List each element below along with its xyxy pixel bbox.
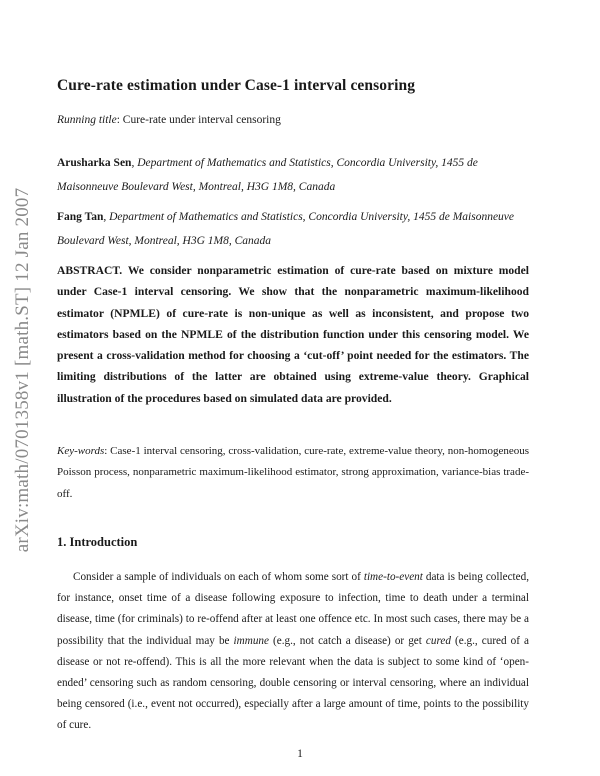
running-title <box>57 114 547 126</box>
intro-text: (e.g., not catch a disease) or get <box>268 634 426 647</box>
author-block <box>57 151 529 199</box>
keywords <box>57 441 529 505</box>
author-name: Fang Tan <box>57 211 104 223</box>
section-heading: 1. Introduction <box>57 535 138 549</box>
intro-emphasis: time-to-event <box>363 571 423 583</box>
intro-text: Consider a sample of individuals on each of whom some sort of <box>73 571 364 583</box>
abstract: ABSTRACT. We consider nonparametric estimation of cure-rate based on mixture model under Case-1 interval censoring. We show that the nonparametric maximum-likelihood estimator (NPMLE) of cure-rate is non-unique as well as inconsistent, and propose two estimators based on the NPMLE of the distribution function under this censoring model. We present a cross-validation method for choosing a ‘cut-off’ point needed for the estimators. The limiting distributions of the latter are obtained using extreme-value theory. Graphical illustration of the procedures based on simulated data are provided. <box>57 264 529 405</box>
intro-text: (e.g., cured of a disease or not re-offend). This is all the more relevant when the data is subject to some kind of ‘open-ended’ censoring such as random censoring, double censoring or interval censoring, where an individual being censored (i.e., event not occurred), especially after a large amount of time, points to the possibility of cure. <box>57 634 529 732</box>
paper-title: Cure-rate estimation under Case-1 interval censoring <box>57 77 416 94</box>
author-block <box>57 205 529 253</box>
arxiv-identifier[interactable]: arXiv:math/0701358v1 [math.ST] 12 Jan 2007 <box>12 187 33 553</box>
page-number: 1 <box>297 748 303 760</box>
intro-emphasis: immune <box>233 634 269 647</box>
author-affiliation: , Department of Mathematics and Statistics, Concordia University, 1455 de Maisonneuve Boulevard West, Montreal, H3G 1M8, Canada <box>57 211 515 247</box>
running-title-text: : Cure-rate under interval censoring <box>116 114 281 126</box>
keywords-text: : Case-1 interval censoring, cross-validation, cure-rate, extreme-value theory, non-homogeneous Poisson process, nonparametric maximum-likelihood estimator, strong approximation, variance-bias trade-off. <box>57 445 529 500</box>
running-title-label: Running title <box>57 114 117 126</box>
intro-paragraph <box>57 567 529 737</box>
intro-emphasis: cured <box>425 634 451 647</box>
arxiv-stamp <box>8 180 38 560</box>
author-affiliation: , Department of Mathematics and Statistics, Concordia University, 1455 de Maisonneuve Boulevard West, Montreal, H3G 1M8, Canada <box>57 157 478 193</box>
author-name: Arusharka Sen <box>57 157 132 169</box>
keywords-label: Key-words <box>57 445 105 457</box>
intro-text: data is being collected, for instance, onset time of a disease following exposure to infection, time to death under a terminal disease, time (for criminals) to re-offend after at least one offence etc. In most such cases, there may be a possibility that the individual may be <box>57 571 530 647</box>
